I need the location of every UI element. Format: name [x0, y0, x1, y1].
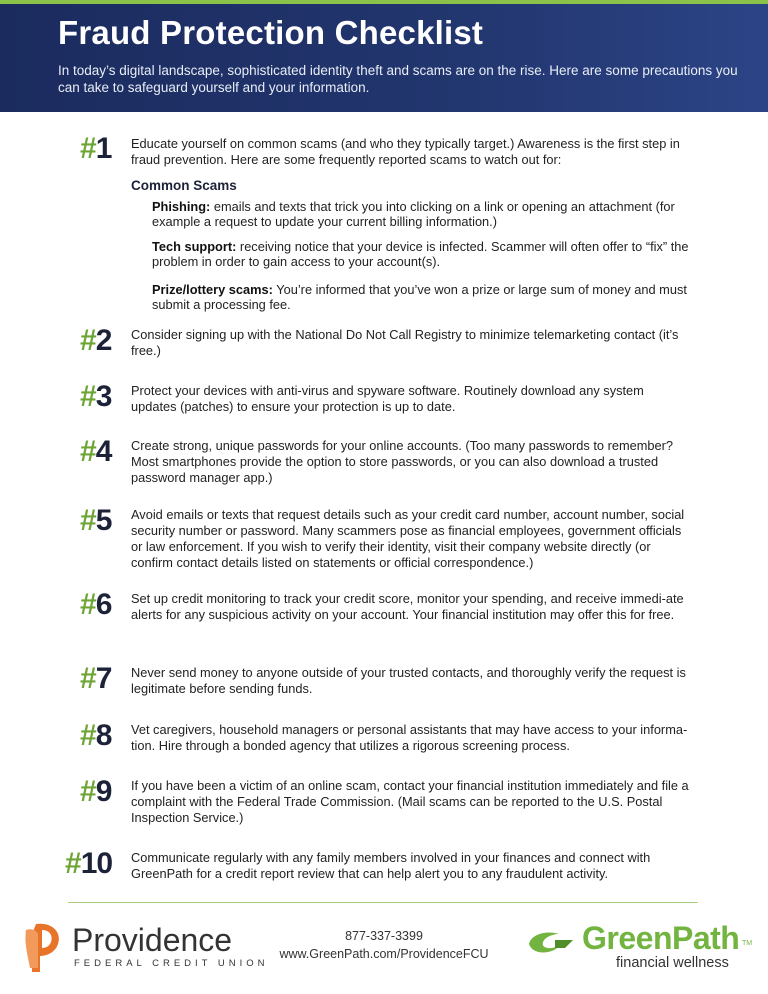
common-scams-heading: Common Scams — [131, 178, 237, 193]
scam-prize-lottery: Prize/lottery scams: You’re informed that you’ve won a prize or large sum of money and must submit a processing fee. — [152, 282, 687, 312]
item-number: #1 — [80, 132, 112, 165]
greenpath-name: GreenPath — [582, 920, 740, 956]
item-number: #3 — [80, 380, 112, 413]
item-number: #6 — [80, 588, 112, 621]
footer — [0, 910, 768, 994]
intro-text: In today’s digital landscape, sophisticated identity theft and scams are on the rise. Here are some precautions you can take to safeguard yourself and your information. — [58, 63, 738, 95]
website-link[interactable]: www.GreenPath.com/ProvidenceFCU — [279, 947, 489, 961]
item-number: #9 — [80, 775, 112, 808]
providence-subtitle: FEDERAL CREDIT UNION — [74, 958, 269, 969]
item-number: #8 — [80, 719, 112, 752]
item-text: Vet caregivers, household managers or personal assistants that may have access to your informa-tion. Hire through a bonded agency that utilizes a rigorous screening process. — [131, 722, 688, 753]
providence-name: Providence — [72, 922, 233, 958]
item-text: Create strong, unique passwords for your online accounts. (Too many passwords to remember? Most smartphones provide the option to store passwords, or you can also download a trusted password manager app.) — [131, 438, 673, 485]
item-text: Protect your devices with anti-virus and spyware software. Routinely download any system updates (patches) to ensure your protection is up to date. — [131, 383, 644, 414]
item-text: Avoid emails or texts that request details such as your credit card number, account number, social security number or password. Many scammers pose as financial employees, government officials or law enforcement. If you wish to verify their identity, visit their company website directly (or confirm contact details listed on statements or official correspondence.) — [131, 507, 685, 570]
greenpath-swoosh-icon — [525, 928, 575, 958]
scam-phishing: Phishing: emails and texts that trick you into clicking on a link or opening an attachment (for example a request to update your current billing information.) — [152, 199, 675, 229]
item-number: #5 — [80, 504, 112, 537]
item-number: #4 — [80, 435, 112, 468]
item-number: #7 — [80, 662, 112, 695]
item-text: Never send money to anyone outside of your trusted contacts, and thoroughly verify the request is legitimate before sending funds. — [131, 665, 686, 696]
item-text: Educate yourself on common scams (and who they typically target.) Awareness is the first step in fraud prevention. Here are some frequently reported scams to watch out for: — [131, 136, 680, 167]
page-title: Fraud Protection Checklist — [58, 14, 484, 51]
footer-divider — [68, 902, 698, 903]
item-text: Consider signing up with the National Do Not Call Registry to minimize telemarketing contact (it’s free.) — [131, 327, 679, 358]
item-text: Set up credit monitoring to track your credit score, monitor your spending, and receive immedi-ate alerts for any suspicious activity on your account. Your financial institution may offer this for free. — [131, 591, 684, 622]
providence-logo-icon — [22, 920, 62, 976]
scam-tech-support: Tech support: receiving notice that your device is infected. Scammer will often offer to “fix” the problem in order to gain access to your account(s). — [152, 239, 689, 269]
item-number: #10 — [65, 847, 113, 880]
item-number: #2 — [80, 324, 112, 357]
header-banner — [0, 4, 768, 112]
greenpath-subtitle: financial wellness — [616, 955, 729, 971]
item-text: If you have been a victim of an online scam, contact your financial institution immediately and file a complaint with the Federal Trade Commission. (Mail scams can be reported to the U.S. Postal Inspection Service.) — [131, 778, 689, 825]
greenpath-trademark: TM — [742, 940, 753, 947]
item-text: Communicate regularly with any family members involved in your finances and connect with GreenPath for a credit report review that can help alert you to any fraudulent activity. — [131, 850, 651, 881]
phone-number[interactable]: 877-337-3399 — [345, 929, 423, 943]
